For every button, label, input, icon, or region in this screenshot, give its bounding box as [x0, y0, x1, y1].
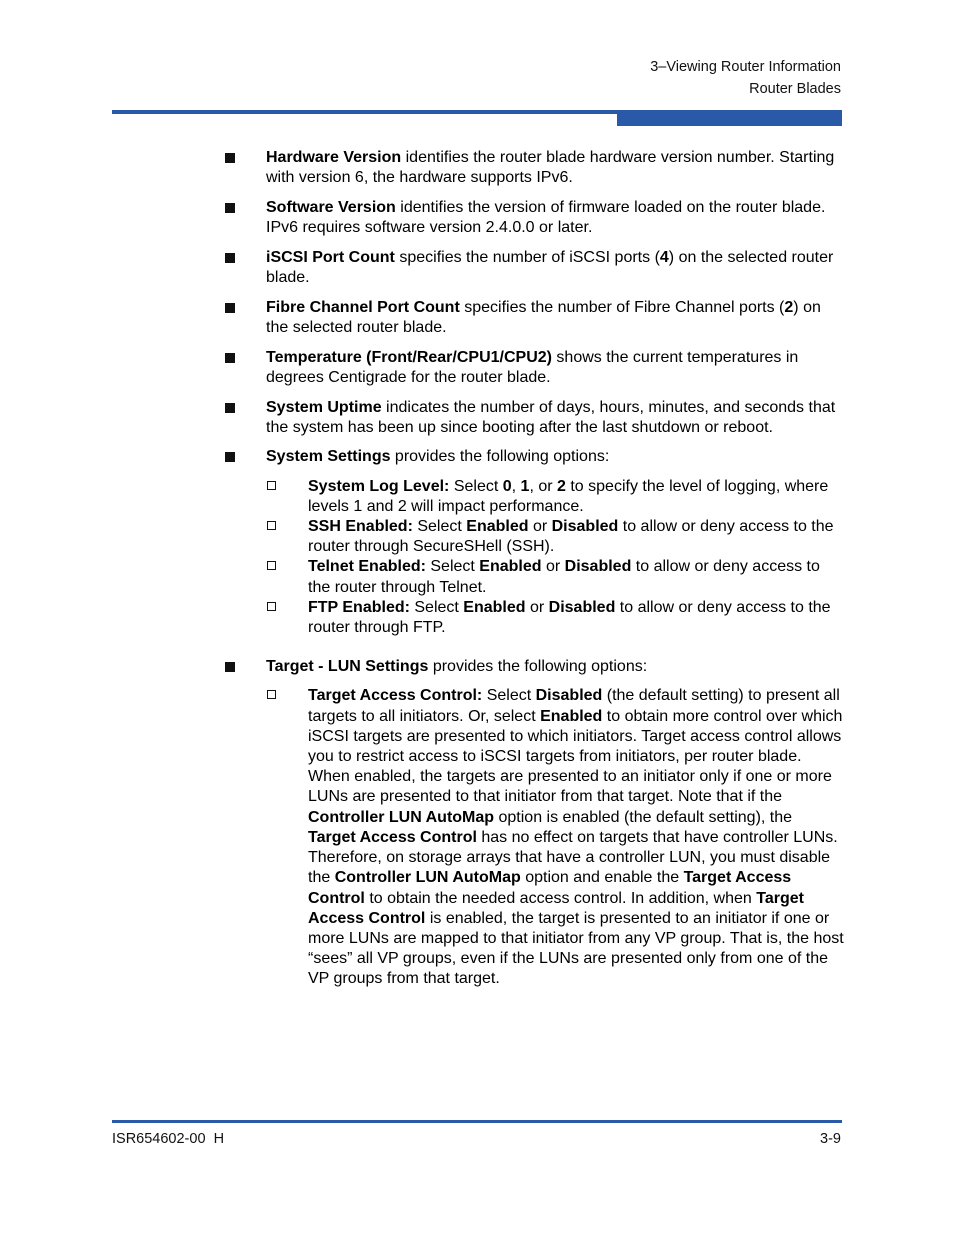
square-bullet-icon [225, 452, 235, 462]
footer-page-number: 3-9 [820, 1131, 841, 1147]
checkbox-bullet-icon [267, 561, 276, 570]
square-bullet-icon [225, 403, 235, 413]
bullet-target-lun-settings: Target - LUN Settings provides the following options: Target Access Control: Select Disabled (the default setting) to present all targets to all initiators. Or, select Enabled to obtain more control over which iSCSI targets are presented to which initiators. Target access control allows you to restrict access to iSCSI targets from initiators, per router blade. When enabled, the targets are presented to an initiator only if one or more LUNs are presented to that initiator from that target. Note that if the Controller LUN AutoMap option is enabled (the default setting), the Target Access Control has no effect on targets that have controller LUNs. Therefore, on storage arrays that have a controller LUN, you must disable the Controller LUN AutoMap option and enable the Target Access Control to obtain the needed access control. In addition, when Target Access Control is enabled, the target is presented to an initiator if one or more LUNs are mapped to that initiator from any VP group. That is, the host “sees” all VP groups, even if the LUNs are presented only from one of the VP groups from that target. [266, 657, 844, 989]
square-bullet-icon [225, 253, 235, 263]
bullet-hardware-version: Hardware Version identifies the router blade hardware version number. Starting with version 6, the hardware supports IPv6. [266, 148, 844, 188]
option-system-log-level: System Log Level: Select 0, 1, or 2 to specify the level of logging, where levels 1 and 2 will impact performance. [308, 477, 844, 517]
square-bullet-icon [225, 662, 235, 672]
square-bullet-icon [225, 203, 235, 213]
header-tab [617, 110, 842, 126]
running-header-section: Router Blades [749, 81, 841, 97]
body-content [266, 148, 844, 999]
option-ssh-enabled: SSH Enabled: Select Enabled or Disabled to allow or deny access to the router through SecureSHell (SSH). [308, 517, 844, 557]
checkbox-bullet-icon [267, 521, 276, 530]
square-bullet-icon [225, 153, 235, 163]
square-bullet-icon [225, 353, 235, 363]
option-target-access-control: Target Access Control: Select Disabled (the default setting) to present all targets to all initiators. Or, select Enabled to obtain more control over which iSCSI targets are presented to which initiators. Target access control allows you to restrict access to iSCSI targets from initiators, per router blade. When enabled, the targets are presented to an initiator only if one or more LUNs are presented to that initiator from that target. Note that if the Controller LUN AutoMap option is enabled (the default setting), the Target Access Control has no effect on targets that have controller LUNs. Therefore, on storage arrays that have a controller LUN, you must disable the Controller LUN AutoMap option and enable the Target Access Control to obtain the needed access control. In addition, when Target Access Control is enabled, the target is presented to an initiator if one or more LUNs are mapped to that initiator from any VP group. That is, the host “sees” all VP groups, even if the LUNs are presented only from one of the VP groups from that target. [308, 686, 844, 989]
bullet-fc-port-count: Fibre Channel Port Count specifies the number of Fibre Channel ports (2) on the selected router blade. [266, 298, 844, 338]
system-settings-options [266, 477, 844, 639]
bullet-system-uptime: System Uptime indicates the number of days, hours, minutes, and seconds that the system has been up since booting after the last shutdown or reboot. [266, 398, 844, 438]
checkbox-bullet-icon [267, 690, 276, 699]
footer-doc-id: ISR654602-00 H [112, 1131, 225, 1147]
bullet-temperature: Temperature (Front/Rear/CPU1/CPU2) shows the current temperatures in degrees Centigrade for the router blade. [266, 348, 844, 388]
bullet-iscsi-port-count: iSCSI Port Count specifies the number of iSCSI ports (4) on the selected router blade. [266, 248, 844, 288]
bullet-software-version: Software Version identifies the version of firmware loaded on the router blade. IPv6 requires software version 2.4.0.0 or later. [266, 198, 844, 238]
option-telnet-enabled: Telnet Enabled: Select Enabled or Disabled to allow or deny access to the router through Telnet. [308, 557, 844, 597]
checkbox-bullet-icon [267, 481, 276, 490]
checkbox-bullet-icon [267, 602, 276, 611]
bullet-system-settings: System Settings provides the following options: System Log Level: Select 0, 1, or 2 to specify the level of logging, where levels 1 and 2 will impact performance. SSH Enabled: Select Enabled or Disabled to allow or deny access to the router through SecureSHell (SSH). Telnet Enabled: Select Enabled or Disabled to allow or deny access to the router through Telnet. FTP Enabled: Select Enabled or Disabled to allow or deny access to the router through FTP. [266, 447, 844, 638]
running-header-chapter: 3–Viewing Router Information [650, 59, 841, 75]
target-lun-options [266, 686, 844, 989]
option-ftp-enabled: FTP Enabled: Select Enabled or Disabled to allow or deny access to the router through FTP. [308, 598, 844, 638]
footer-rule [112, 1120, 842, 1123]
square-bullet-icon [225, 303, 235, 313]
